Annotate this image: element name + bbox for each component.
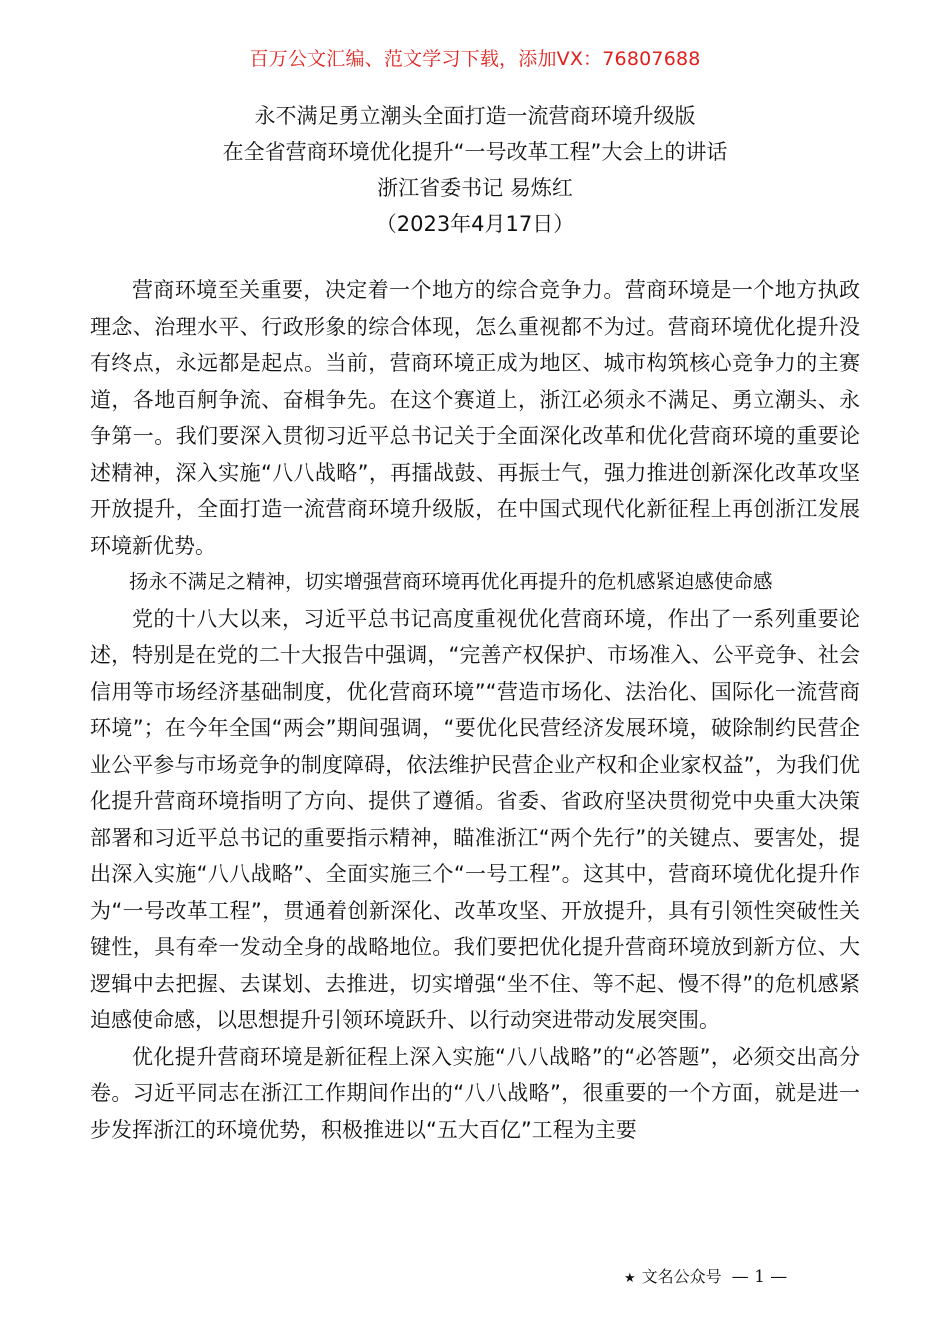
date-line: （2023年4月17日） [375,212,575,236]
footer-source: 文名公众号 [641,1267,722,1286]
paragraph: 党的十八大以来，习近平总书记高度重视优化营商环境，作出了一系列重要论述，特别是在党的二十大报告中强调，“完善产权保护、市场准入、公平竞争、社会信用等市场经济基础制度，优化营商环境”“营造市场化、法治化、国际化一流营商环境”；在今年全国“两会”期间强调，“要优化民营经济发展环境，破除制约民营企业公平参与市场竞争的制度障碍，依法维护民营企业产权和企业家权益”，为我们优化提升营商环境指明了方向、提供了遵循。省委、省政府坚决贯彻党中央重大决策部署和习近平总书记的重要指示精神，瞄准浙江“两个先行”的关键点、要害处，提出深入实施“八八战略”、全面实施三个“一号工程”。这其中，营商环境优化提升作为“一号改革工程”，贯通着创新深化、改革攻坚、开放提升，具有引领性突破性关键性，具有牵一发动全身的战略地位。我们要把优化提升营商环境放到新方位、大逻辑中去把握、去谋划、去推进，切实增强“坐不住、等不起、慢不得”的危机感紧迫感使命感，以思想提升引领环境跃升、以行动突进带动发展突围。 [90,606,860,1032]
speaker-line: 浙江省委书记 易炼红 [377,176,573,200]
title-block [0,98,950,242]
paragraph: 优化提升营商环境是新征程上深入实施“八八战略”的“必答题”，必须交出高分卷。习近平同志在浙江工作期间作出的“八八战略”，很重要的一个方面，就是进一步发挥浙江的环境优势，积极推进以“五大百亿”工程为主要 [90,1044,860,1142]
document-title: 永不满足勇立潮头全面打造一流营商环境升级版 [254,104,696,128]
page-number: — 1 — [731,1267,788,1287]
section-heading: 扬永不满足之精神，切实增强营商环境再优化再提升的危机感紧迫感使命感 [129,570,773,593]
paragraph: 营商环境至关重要，决定着一个地方的综合竞争力。营商环境是一个地方执政理念、治理水平、行政形象的综合体现，怎么重视都不为过。营商环境优化提升没有终点，永远都是起点。当前，营商环境正成为地区、城市构筑核心竞争力的主赛道，各地百舸争流、奋楫争先。在这个赛道上，浙江必须永不满足、勇立潮头、永争第一。我们要深入贯彻习近平总书记关于全面深化改革和优化营商环境的重要论述精神，深入实施“八八战略”，再擂战鼓、再振士气，强力推进创新深化改革攻坚开放提升，全面打造一流营商环境升级版，在中国式现代化新征程上再创浙江发展环境新优势。 [90,278,860,558]
page-footer [624,1264,787,1287]
download-banner: 百万公文汇编、范文学习下载，添加VX：76807688 [249,48,701,70]
document-subtitle: 在全省营商环境优化提升“一号改革工程”大会上的讲话 [222,140,728,164]
star-icon: ★ [624,1271,636,1286]
document-body [90,272,860,1148]
